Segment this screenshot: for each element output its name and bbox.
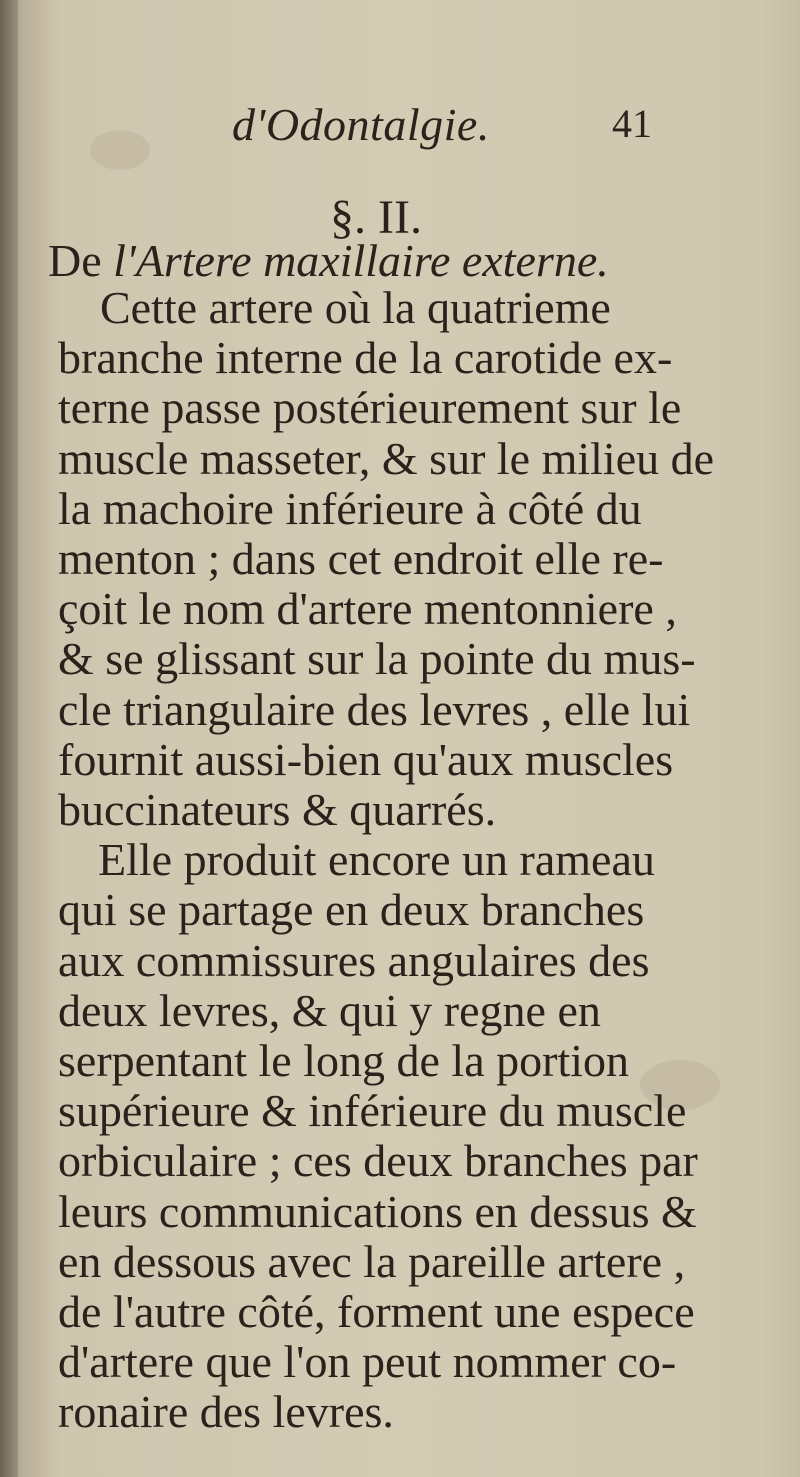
section-title-lead: De — [48, 235, 114, 286]
text-line: branche interne de la carotide ex- — [58, 332, 673, 384]
text-line: cle triangulaire des levres , elle lui — [58, 683, 691, 735]
text-line: & se glissant sur la pointe du mus- — [58, 633, 696, 685]
text-line: aux commissures angulaires des — [58, 934, 650, 986]
text-line: deux levres, & qui y regne en — [58, 984, 601, 1036]
section-number: §. II. — [330, 191, 422, 244]
paragraph-2 — [58, 834, 698, 1438]
text-line: ronaire des levres. — [58, 1386, 394, 1438]
paragraph-1 — [58, 282, 715, 836]
section-title-rest: l'Artere maxillaire externe. — [113, 235, 609, 286]
text-line: en dessous avec la pareille artere , — [58, 1235, 686, 1287]
text-line: orbiculaire ; ces deux branches par — [58, 1135, 698, 1187]
text-line: supérieure & inférieure du muscle — [58, 1085, 687, 1137]
text-line: menton ; dans cet endroit elle re- — [58, 533, 664, 585]
running-title: d'Odontalgie. — [232, 99, 490, 150]
text-line: serpentant le long de la portion — [58, 1035, 630, 1087]
text-line: Elle produit encore un rameau — [98, 834, 655, 886]
text-line: leurs communications en dessus & — [58, 1185, 697, 1237]
text-line: Cette artere où la quatrieme — [100, 282, 611, 333]
page-gutter-shadow — [0, 0, 18, 1477]
text-line: de l'autre côté, forment une espece — [58, 1286, 695, 1338]
body-text — [58, 282, 715, 1438]
page-header — [0, 98, 800, 158]
text-line: la machoire inférieure à côté du — [58, 482, 642, 534]
text-line: çoit le nom d'artere mentonniere , — [58, 583, 677, 635]
text-line: fournit aussi-bien qu'aux muscles — [58, 733, 674, 785]
text-line: d'artere que l'on peut nommer co- — [58, 1336, 677, 1388]
text-line: muscle masseter, & sur le milieu de — [58, 432, 715, 484]
page-number: 41 — [612, 101, 652, 146]
text-line: qui se partage en deux branches — [58, 884, 645, 936]
section-title — [48, 234, 609, 287]
text-line: buccinateurs & quarrés. — [58, 784, 497, 836]
text-line: terne passe postérieurement sur le — [58, 382, 682, 434]
